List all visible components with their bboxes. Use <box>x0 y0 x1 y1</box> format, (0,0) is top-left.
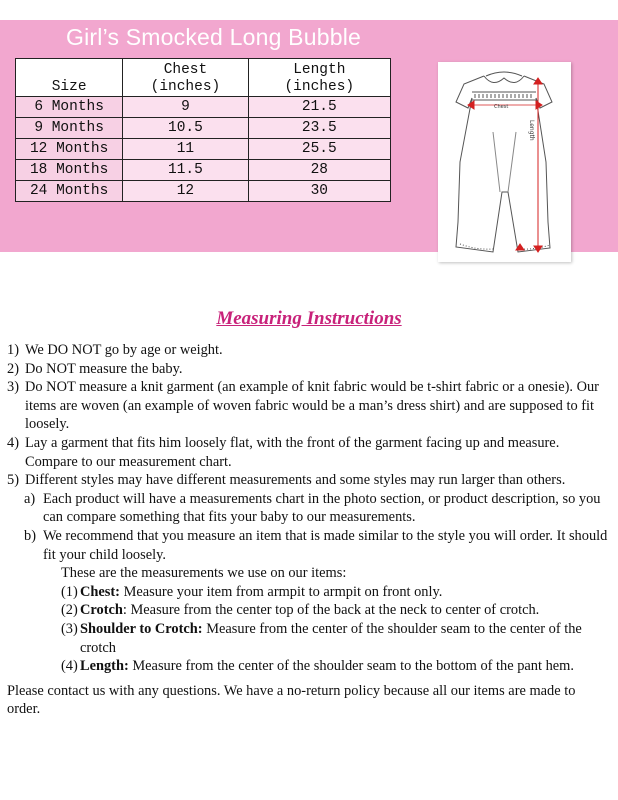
measurements-intro: These are the measurements we use on our items: <box>61 565 347 582</box>
measurement-item: (3) Shoulder to Crotch: Measure from the center of the shoulder seam to the center of the crotch <box>61 620 582 656</box>
table-row <box>16 181 391 202</box>
list-item: 4) Lay a garment that fits him loosely flat, with the front of the garment facing up and measure. Compare to our measurement chart. <box>7 434 560 470</box>
list-item: 5) Different styles may have different measurements and some styles may run larger than others. <box>7 472 566 489</box>
cell-chest: 10.5 <box>123 118 248 139</box>
cell-length: 21.5 <box>248 97 390 118</box>
size-chart-banner <box>0 20 618 252</box>
size-chart-table <box>15 58 391 202</box>
sub-list-item: a) Each product will have a measurements chart in the photo section, or product description, so you can compare something that fits your baby to our measurements. <box>24 490 601 526</box>
chest-label: Chest <box>494 104 509 110</box>
length-label: Length <box>528 120 535 141</box>
list-item: 3) Do NOT measure a knit garment (an example of knit fabric would be t-shirt fabric or a onesie). Our items are woven (an example of woven fabric would be a man’s dress shirt) and are supposed to fit loosely. <box>7 379 599 433</box>
cell-length: 28 <box>248 160 390 181</box>
closing-note: Please contact us with any questions. We have a no-return policy because all our items are made to order. <box>7 682 576 718</box>
cell-chest: 11 <box>123 139 248 160</box>
header-length: Length (inches) <box>248 59 390 97</box>
table-row <box>16 118 391 139</box>
measurement-item: (4) Length: Measure from the center of the shoulder seam to the bottom of the pant hem. <box>61 658 574 675</box>
header-chest: Chest (inches) <box>123 59 248 97</box>
banner-title: Girl’s Smocked Long Bubble <box>66 24 361 50</box>
garment-diagram <box>438 62 571 262</box>
bubble-garment-illustration <box>438 62 571 262</box>
cell-chest: 11.5 <box>123 160 248 181</box>
cell-length: 25.5 <box>248 139 390 160</box>
list-item: 2) Do NOT measure the baby. <box>7 360 183 377</box>
header-size: Size <box>16 59 123 97</box>
cell-chest: 9 <box>123 97 248 118</box>
cell-chest: 12 <box>123 181 248 202</box>
cell-size: 18 Months <box>16 160 123 181</box>
instructions-body <box>7 341 611 719</box>
table-row <box>16 97 391 118</box>
cell-length: 30 <box>248 181 390 202</box>
list-item: 1) We DO NOT go by age or weight. <box>7 342 223 358</box>
cell-length: 23.5 <box>248 118 390 139</box>
measurement-item: (1) Chest: Measure your item from armpit to armpit on front only. <box>61 583 443 600</box>
measuring-instructions-heading: Measuring Instructions <box>216 308 402 329</box>
cell-size: 24 Months <box>16 181 123 202</box>
cell-size: 9 Months <box>16 118 123 139</box>
sub-list-item: b) We recommend that you measure an item that is made similar to the style you will order. It should fit your child loosely. <box>24 527 608 563</box>
cell-size: 12 Months <box>16 139 123 160</box>
table-row <box>16 160 391 181</box>
table-row <box>16 139 391 160</box>
table-header-row <box>16 59 391 97</box>
cell-size: 6 Months <box>16 97 123 118</box>
measurement-item: (2) Crotch: Measure from the center top of the back at the neck to center of crotch. <box>61 602 540 619</box>
